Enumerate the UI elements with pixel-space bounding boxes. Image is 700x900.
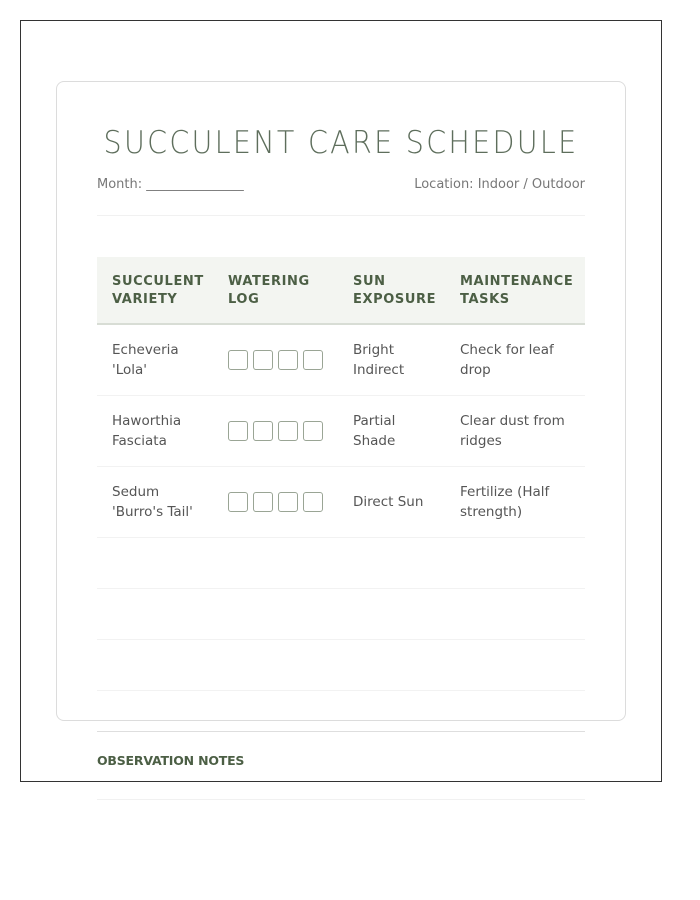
care-schedule-page [20, 20, 662, 900]
task-cell: Clear dust from ridges [445, 395, 585, 466]
watering-checkbox[interactable] [303, 492, 323, 512]
watering-cell [213, 395, 338, 466]
variety-cell: Echeveria 'Lola' [97, 324, 213, 395]
header-tasks: MAINTENANCE TASKS [445, 257, 585, 324]
variety-cell: Sedum 'Burro's Tail' [97, 466, 213, 537]
divider [97, 215, 585, 216]
watering-checkbox[interactable] [303, 421, 323, 441]
table-row [97, 466, 585, 537]
empty-table-row[interactable] [97, 537, 585, 588]
watering-checkbox[interactable] [253, 421, 273, 441]
header-sun: SUN EXPOSURE [338, 257, 445, 324]
empty-table-row[interactable] [97, 639, 585, 690]
task-cell: Fertilize (Half strength) [445, 466, 585, 537]
sun-cell: Partial Shade [338, 395, 445, 466]
notes-divider [97, 731, 585, 732]
table-row [97, 324, 585, 395]
watering-checkbox[interactable] [278, 350, 298, 370]
watering-checkbox[interactable] [253, 492, 273, 512]
watering-checkbox[interactable] [253, 350, 273, 370]
watering-checkbox[interactable] [228, 492, 248, 512]
sun-cell: Bright Indirect [338, 324, 445, 395]
watering-cell [213, 466, 338, 537]
location-field: Location: Indoor / Outdoor [414, 177, 585, 192]
variety-cell: Haworthia Fasciata [97, 395, 213, 466]
header-variety: SUCCULENT VARIETY [97, 257, 213, 324]
sun-cell: Direct Sun [338, 466, 445, 537]
watering-checkbox[interactable] [228, 350, 248, 370]
meta-row [97, 177, 585, 192]
task-cell: Check for leaf drop [445, 324, 585, 395]
empty-table-row[interactable] [97, 588, 585, 639]
table-header-row [97, 257, 585, 324]
notes-writing-line[interactable] [97, 799, 585, 800]
watering-cell [213, 324, 338, 395]
watering-checkbox[interactable] [228, 421, 248, 441]
observation-notes-label: OBSERVATION NOTES [97, 753, 245, 768]
page-title: SUCCULENT CARE SCHEDULE [103, 125, 579, 161]
month-field[interactable]: Month: _______________ [97, 177, 244, 192]
care-table [97, 257, 585, 691]
watering-checkbox[interactable] [278, 492, 298, 512]
watering-checkbox[interactable] [303, 350, 323, 370]
watering-checkbox[interactable] [278, 421, 298, 441]
table-row [97, 395, 585, 466]
header-watering: WATERING LOG [213, 257, 338, 324]
